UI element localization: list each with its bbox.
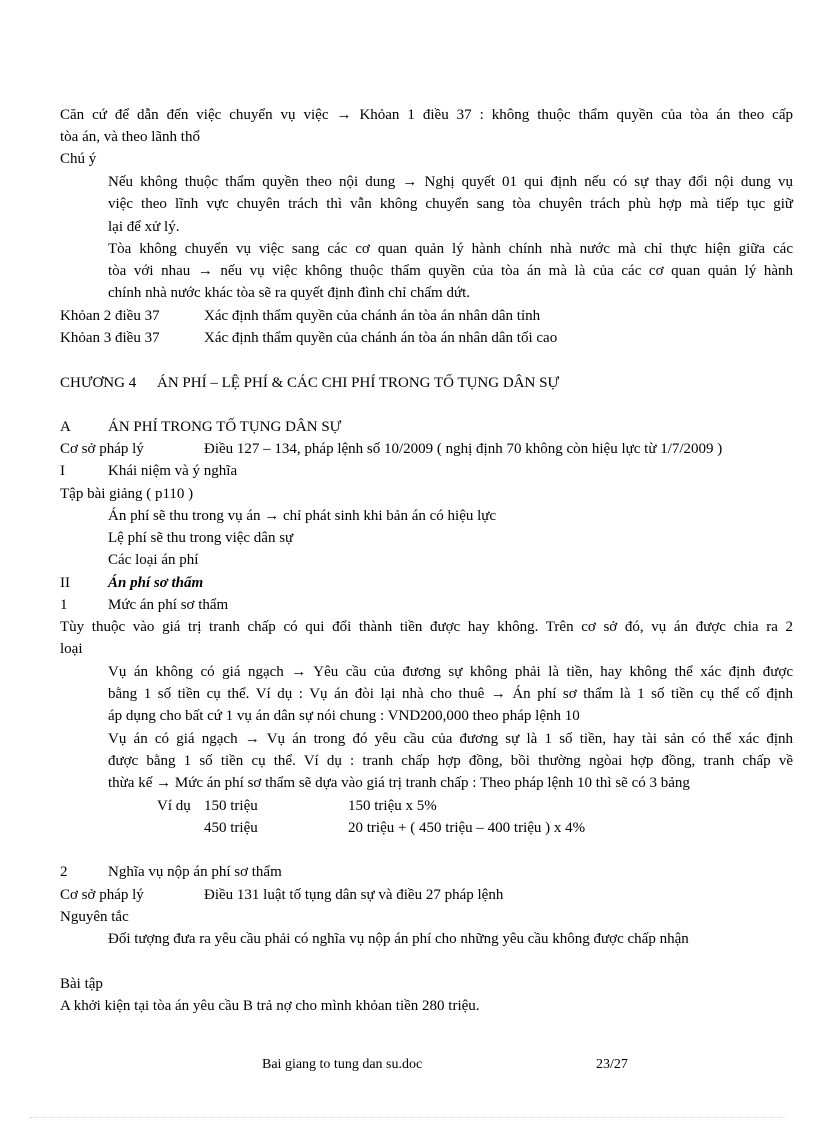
clause-label: Khỏan 2 điều 37 [60, 308, 160, 324]
text-line: Tập bài giảng ( p110 ) [60, 486, 194, 502]
text-line: Vụ án có giá ngạch → Vụ án trong đó yêu cầu của đương sự là 1 số tiền, hay tài sản có thể xác định [108, 731, 793, 747]
text-line: tòa án, và theo lãnh thổ [60, 129, 200, 145]
item-number: 1 [60, 597, 68, 613]
page-bottom-divider [30, 1117, 786, 1118]
text-line: việc theo lĩnh vực chuyên trách thì vẫn không chuyển sang tòa chuyên trách phù hợp mà tiếp tục giữ [108, 196, 793, 212]
text-line: được bằng 1 số tiền cụ thể. Ví dụ : tranh chấp hợp đồng, bồi thường ngòai hợp đồng, tranh chấp về [108, 753, 793, 769]
text-line: tòa với nhau → nếu vụ việc không thuộc thẩm quyền của tòa án mà là của các cơ quan quản lý hành [108, 263, 793, 279]
exercise-text: A khởi kiện tại tòa án yêu cầu B trả nợ cho mình khỏan tiền 280 triệu. [60, 998, 480, 1014]
basis-text: Điều 131 luật tố tụng dân sự và điều 27 pháp lệnh [204, 887, 504, 903]
text-line: chính nhà nước khác tòa sẽ ra quyết định đình chỉ chấm dứt. [108, 285, 471, 301]
example-formula: 20 triệu + ( 450 triệu – 400 triệu ) x 4% [348, 820, 586, 836]
text-line: loại [60, 641, 83, 657]
basis-text: Điều 127 – 134, pháp lệnh số 10/2009 ( nghị định 70 không còn hiệu lực từ 1/7/2009 ) [204, 441, 723, 457]
section-title: ÁN PHÍ TRONG TỐ TỤNG DÂN SỰ [108, 419, 342, 435]
clause-text: Xác định thẩm quyền của chánh án tòa án nhân dân tối cao [204, 330, 558, 346]
text-line: Tòa không chuyển vụ việc sang các cơ quan quản lý hành chính nhà nước mà chỉ thực hiện giữa các [108, 241, 793, 257]
item-title: Nghĩa vụ nộp án phí sơ thẩm [108, 864, 282, 880]
chapter-label: CHƯƠNG 4 [60, 375, 137, 391]
item-number: 2 [60, 864, 68, 880]
text-line: Nếu không thuộc thẩm quyền theo nội dung → Nghị quyết 01 qui định nếu có sự thay đổi nội dung vụ [108, 174, 793, 190]
text-line: Lệ phí sẽ thu trong việc dân sự [108, 530, 294, 546]
note-heading: Chú ý [60, 151, 97, 167]
chapter-title: ÁN PHÍ – LỆ PHÍ & CÁC CHI PHÍ TRONG TỐ TỤNG DÂN SỰ [157, 375, 560, 391]
subsection-number: II [60, 575, 70, 591]
example-amount: 450 triệu [204, 820, 258, 836]
principle-text: Đối tượng đưa ra yêu cầu phải có nghĩa vụ nộp án phí cho những yêu cầu không được chấp nhận [108, 931, 689, 947]
text-line: bằng 1 số tiền cụ thể. Ví dụ : Vụ án đòi lại nhà cho thuê → Án phí sơ thẩm là 1 số tiền cụ thể cố định [108, 686, 793, 702]
clause-text: Xác định thẩm quyền của chánh án tòa án nhân dân tỉnh [204, 308, 541, 324]
text-line: Án phí sẽ thu trong vụ án → chỉ phát sinh khi bản án có hiệu lực [108, 508, 497, 524]
example-amount: 150 triệu [204, 798, 258, 814]
text-line: Tùy thuộc vào giá trị tranh chấp có qui đổi thành tiền được hay không. Trên cơ sở đó, vụ án được chia ra 2 [60, 619, 793, 635]
text-line: Căn cứ để dẫn đến việc chuyển vụ việc → Khỏan 1 điều 37 : không thuộc thẩm quyền của tòa án theo cấp [60, 107, 793, 123]
item-title: Mức án phí sơ thẩm [108, 597, 229, 613]
subsection-title: Khái niệm và ý nghĩa [108, 463, 238, 479]
principle-label: Nguyên tắc [60, 909, 129, 925]
subsection-title: Án phí sơ thẩm [108, 575, 204, 591]
footer-page-number: 23/27 [596, 1057, 628, 1072]
text-line: Vụ án không có giá ngạch → Yêu cầu của đương sự không phải là tiền, hay không thể xác định được [108, 664, 793, 680]
text-line: Các loại án phí [108, 552, 199, 568]
text-line: áp dụng cho bất cứ 1 vụ án dân sự nói chung : VND200,000 theo pháp lệnh 10 [108, 708, 580, 724]
text-line: thừa kế → Mức án phí sơ thẩm sẽ dựa vào giá trị tranh chấp : Theo pháp lệnh 10 thì sẽ có 3 bảng [108, 775, 690, 791]
example-label: Ví dụ [157, 798, 191, 814]
text-line: lại để xử lý. [108, 219, 180, 235]
section-letter: A [60, 419, 71, 435]
footer-filename: Bai giang to tung dan su.doc [262, 1057, 423, 1072]
example-formula: 150 triệu x 5% [348, 798, 437, 814]
subsection-number: I [60, 463, 65, 479]
exercise-label: Bài tập [60, 976, 103, 992]
basis-label: Cơ sở pháp lý [60, 441, 144, 457]
clause-label: Khỏan 3 điều 37 [60, 330, 160, 346]
basis-label: Cơ sở pháp lý [60, 887, 144, 903]
